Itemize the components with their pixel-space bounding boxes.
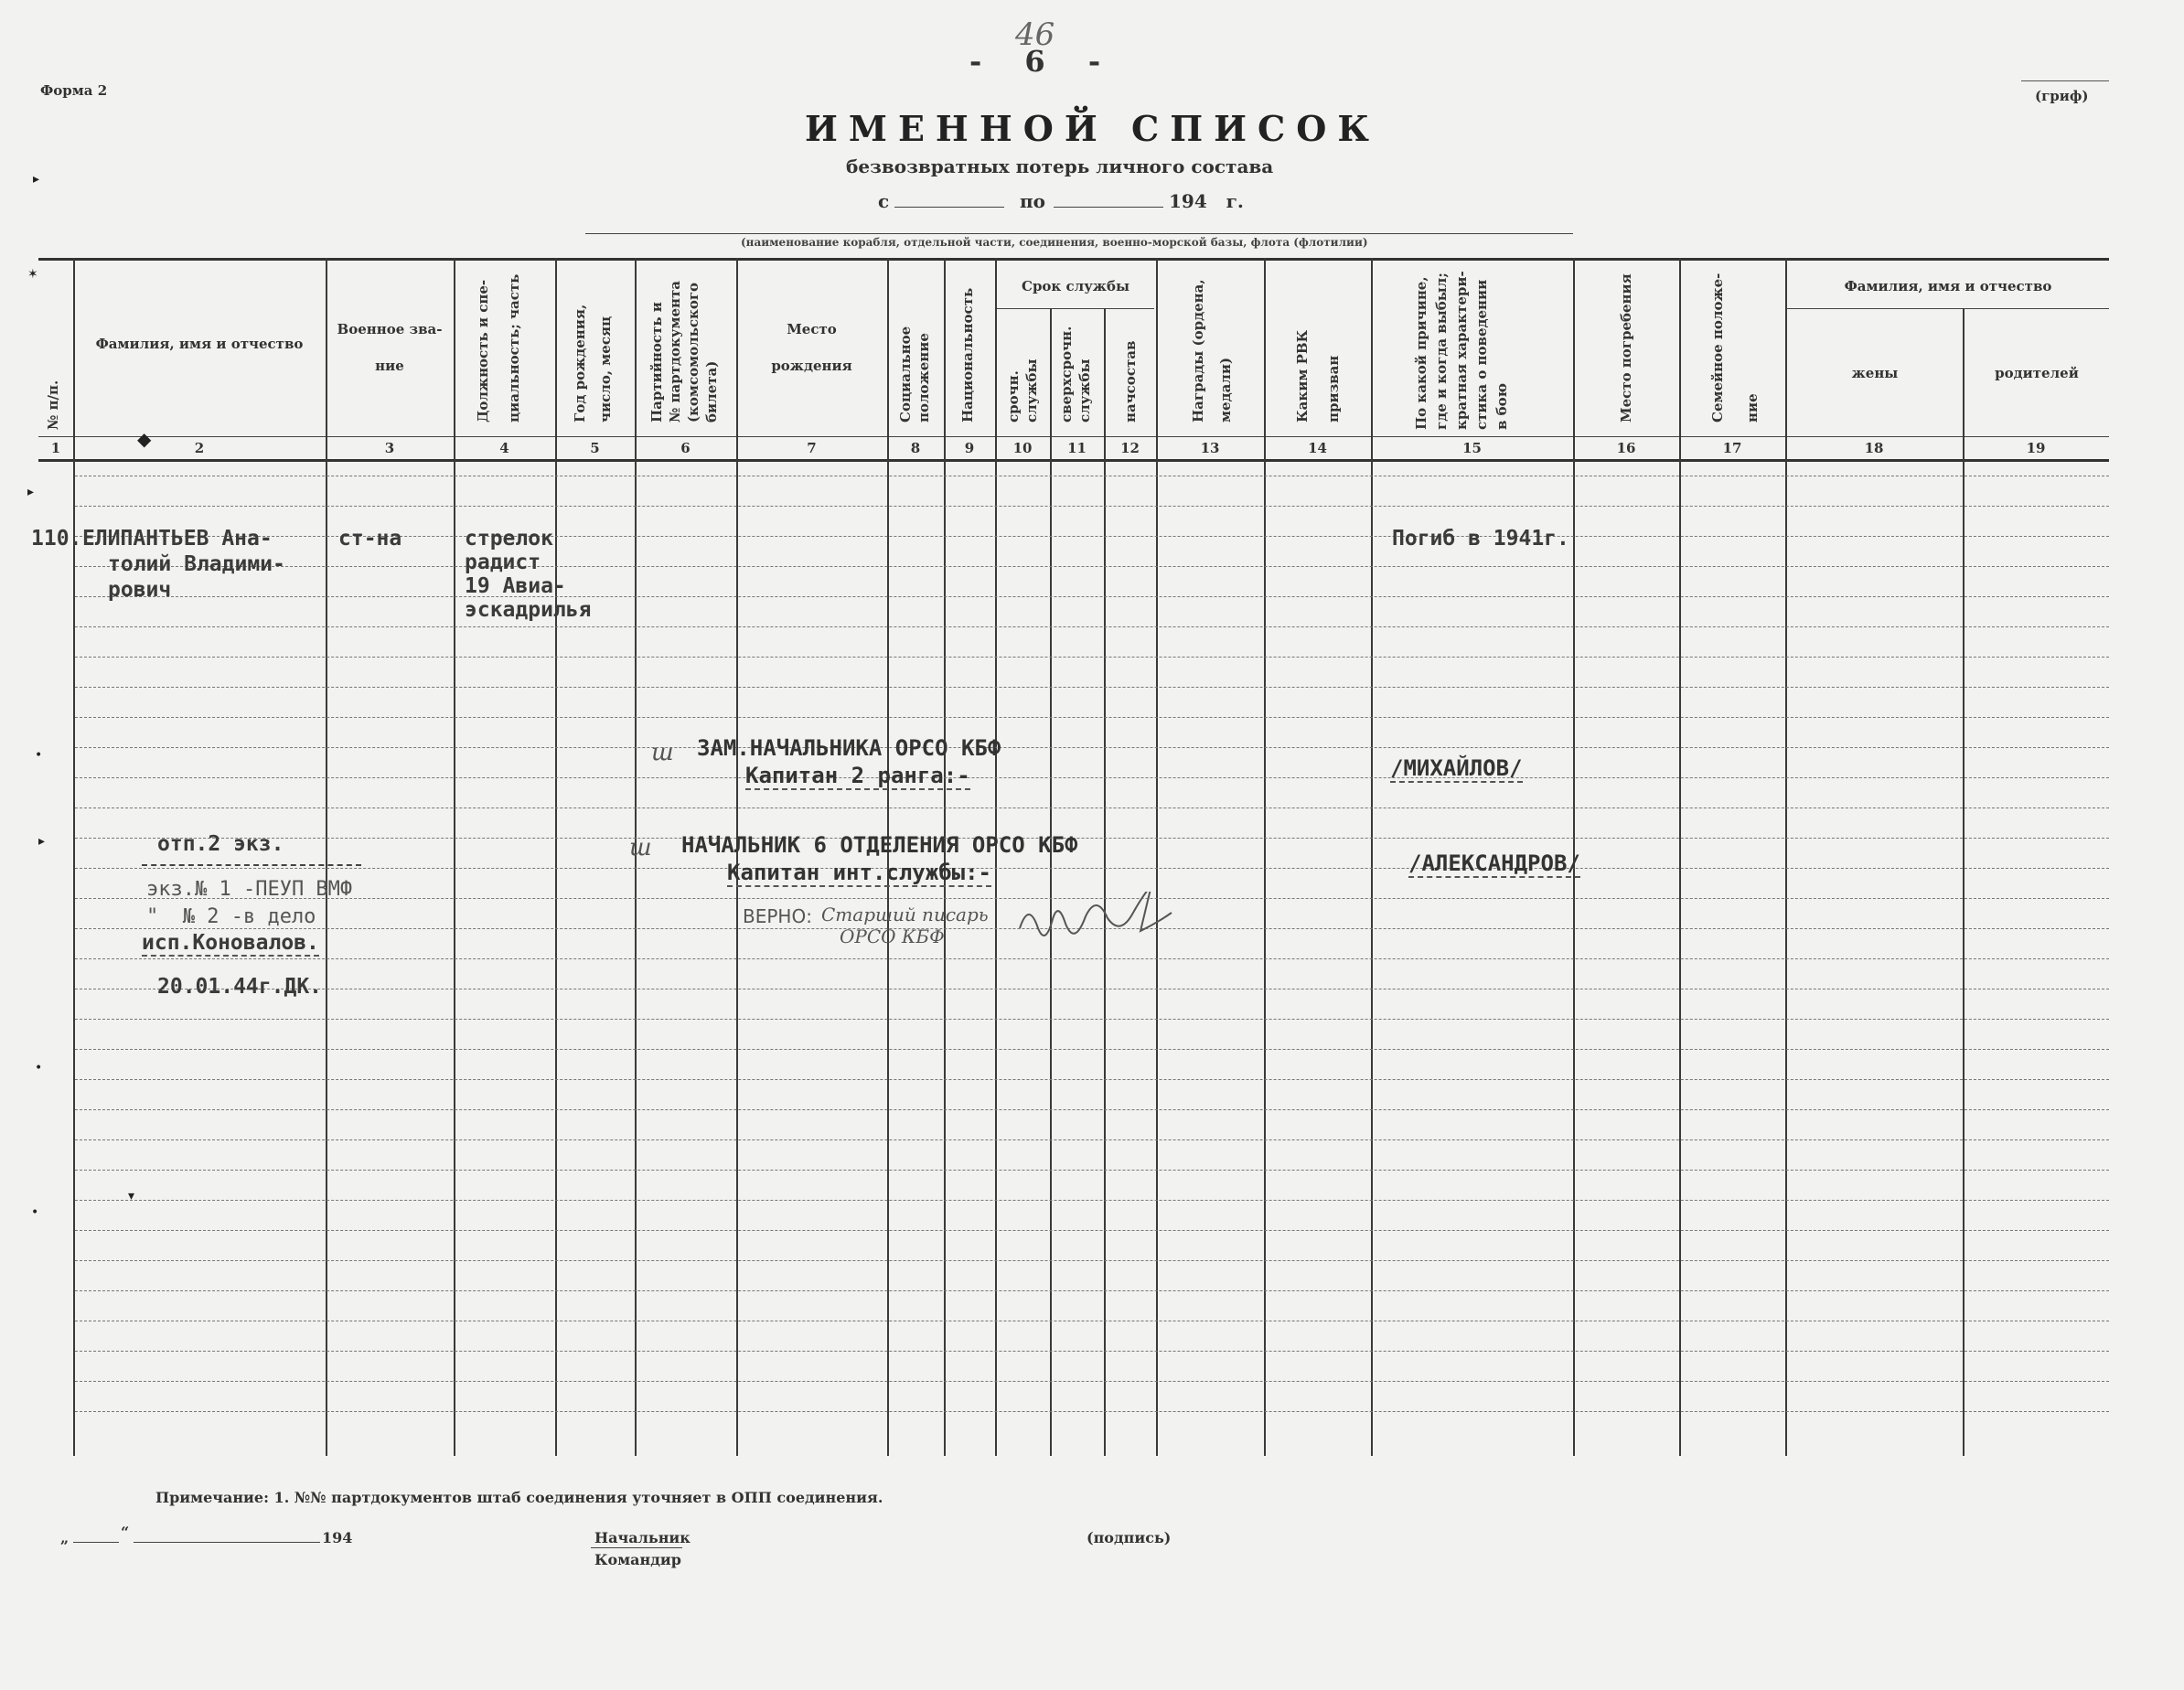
col-header-5a: Год рождения, [572,304,588,422]
col-header-15c: кратная характери- [1453,271,1470,430]
col-header-11a: сверхсрочн. [1058,326,1075,422]
col-header-srok: Срок службы [1022,278,1129,294]
copies-executor: исп.Коновалов. [142,931,319,955]
copies-underline [142,864,361,866]
period-year: 194 г. [1169,190,1244,212]
row-rule [75,566,2109,567]
col-header-1: № п/п. [45,380,61,430]
col-header-19: родителей [1995,365,2079,381]
margin-mark: ✶ [27,267,38,282]
page-number-handwritten: 46 [1015,16,1055,53]
entry-rank: ст-на [338,527,402,551]
col-header-8b: положение [915,333,932,422]
page-number: - 6 - [969,44,1118,79]
table-top-border [38,258,2109,261]
copy-2: " № 2 -в дело [146,905,316,928]
col-sep [1679,258,1681,1456]
col-header-8a: Социальное [897,326,914,422]
col-sep [1963,308,1965,1456]
copies-date: 20.01.44г.ДК. [157,975,323,999]
col-header-10b: службы [1023,358,1040,422]
row-rule [75,868,2109,869]
col-number: 19 [2026,440,2046,456]
row-rule [75,626,2109,627]
col-header-17b: ние [1744,393,1761,422]
header-bottom-line [38,436,2109,437]
row-rule [75,1351,2109,1352]
row-rule [75,838,2109,839]
fio-group-line [1785,308,2109,309]
col-header-14a: Каким РВК [1294,329,1311,422]
col-header-14b: призван [1325,355,1342,422]
col-sep [1156,258,1158,1456]
col-header-6c: (комсомольского [685,282,701,422]
col-header-9: Национальность [959,287,976,422]
row-rule [75,1230,2109,1231]
col-header-16: Место погребения [1618,273,1634,422]
entry-position-line1: стрелок [465,527,553,551]
col-header-15b: где и когда выбыл; [1433,273,1450,430]
col-sep [73,258,75,1456]
numbers-bottom-border [38,459,2109,462]
col-header-6a: Партийность и [648,302,665,422]
signature-scribble-2: ш [629,834,652,861]
col-header-15d: стика о поведении [1473,279,1490,430]
col-number: 15 [1462,440,1482,456]
col-number: 14 [1308,440,1327,456]
row-rule [75,1139,2109,1140]
col-number: 5 [590,440,600,456]
row-rule [75,1290,2109,1291]
row-rule [75,747,2109,748]
row-rule [75,1411,2109,1412]
stamp-deputy-title: ЗАМ.НАЧАЛЬНИКА ОРСО КБФ [697,735,1001,761]
col-number: 12 [1120,440,1140,456]
col-header-15e: в бою [1493,382,1510,430]
margin-mark: ▸ [27,485,35,499]
chief-label: Начальник [594,1529,691,1546]
col-number: 9 [964,440,975,456]
col-number: 8 [910,440,921,456]
row-rule [75,1381,2109,1382]
signature-scribble-1: ш [651,739,674,766]
col-sep [1050,308,1052,1456]
row-rule [75,1079,2109,1080]
period-to-line [1054,207,1163,208]
row-rule [75,777,2109,778]
grif-line [2021,80,2109,81]
verno-clerk-unit: ОРСО КБФ [840,925,945,947]
col-header-15a: По какой причине, [1413,276,1429,430]
col-number: 17 [1722,440,1742,456]
col-header-13a: Награды (ордена, [1190,279,1206,422]
col-header-5b: число, месяц [597,316,614,422]
col-header-4a: Должность и спе- [475,279,491,422]
unit-caption: (наименование корабля, отдельной части, соединения, военно-морской базы, флота (флотилии) [741,236,1368,249]
col-header-7: Место рождения [771,321,852,374]
period-to-label: по [1020,190,1045,212]
entry-reason: Погиб в 1941г. [1392,527,1569,551]
commander-label: Командир [594,1551,681,1568]
handwritten-signature [1015,892,1207,956]
row-rule [75,506,2109,507]
copy-1: экз.№ 1 -ПЕУП ВМФ [146,878,353,901]
col-header-2: Фамилия, имя и отчество [95,336,304,352]
verno-label: ВЕРНО: [743,905,812,927]
col-header-6b: № партдокумента [667,280,683,422]
row-rule [75,1019,2109,1020]
col-number: 7 [807,440,817,456]
grif-label: (гриф) [2035,88,2089,104]
copies-count: отп.2 экз. [157,832,284,856]
entry-position-line2: радист [465,551,541,574]
stamp-deputy-rank: Капитан 2 ранга:- [745,763,970,788]
entry-number: 110. [31,527,82,551]
period-from-label: с [878,190,890,212]
row-rule [75,717,2109,718]
entry-name-line3: рович [108,578,172,602]
col-sep [555,258,557,1456]
col-header-4b: циальность; часть [506,273,522,422]
row-rule [75,657,2109,658]
unit-line [585,233,1573,234]
col-number: 2 [194,440,205,456]
date-day-line [73,1542,119,1543]
col-header-12: начсостав [1122,340,1139,422]
margin-mark: • [35,1061,43,1075]
col-sep [326,258,327,1456]
row-rule [75,596,2109,597]
margin-mark: ▸ [38,834,46,849]
row-rule [75,687,2109,688]
margin-mark: ▾ [128,1189,135,1203]
col-header-11b: службы [1076,358,1093,422]
date-year: 194 [322,1529,353,1546]
col-number: 3 [384,440,395,456]
stamp-chief-title: НАЧАЛЬНИК 6 ОТДЕЛЕНИЯ ОРСО КБФ [681,832,1078,858]
entry-position-line4: эскадрилья [465,598,592,622]
footer-note: Примечание: 1. №№ партдокументов штаб соединения уточняет в ОПП соединения. [155,1489,883,1506]
document-subtitle: безвозвратных потерь личного состава [846,155,1274,177]
stamp-chief-name: /АЛЕКСАНДРОВ/ [1408,850,1580,876]
col-sep [1104,308,1106,1456]
col-header-3: Военное зва- ние [337,321,443,374]
margin-mark: ▸ [33,172,40,187]
signature-label: (подпись) [1087,1529,1172,1546]
margin-mark: • [35,748,43,763]
verno-clerk-title: Старший писарь [821,904,989,925]
stamp-chief-rank: Капитан инт.службы:- [727,860,991,885]
date-quote-close: “ [121,1524,130,1541]
margin-mark: ◆ [137,428,152,450]
col-number: 16 [1616,440,1636,456]
document-title: ИМЕННОЙ СПИСОК [805,108,1380,149]
period-from-line [894,207,1004,208]
srok-group-line [995,308,1154,309]
row-rule [75,1170,2109,1171]
entry-name-line1: ЕЛИПАНТЬЕВ Ана- [82,527,273,551]
col-header-13b: медали) [1217,357,1234,422]
col-sep [454,258,455,1456]
col-sep [1785,258,1787,1456]
col-number: 4 [499,440,509,456]
row-rule [75,1200,2109,1201]
col-header-18: жены [1851,365,1899,381]
entry-name-line2: толий Владими- [108,552,285,576]
col-sep [1264,258,1266,1456]
row-rule [75,1260,2109,1261]
col-number: 10 [1012,440,1033,456]
col-number: 13 [1200,440,1220,456]
col-header-6d: билета) [703,360,720,422]
col-header-10a: срочн. [1005,370,1022,422]
form-label: Форма 2 [40,82,108,99]
col-number: 1 [50,440,61,456]
row-rule [75,1049,2109,1050]
margin-mark: • [31,1205,39,1220]
date-quote-open: „ [60,1529,70,1546]
col-header-17a: Семейное положе- [1709,273,1726,422]
col-sep [1371,258,1373,1456]
stamp-deputy-name: /МИХАЙЛОВ/ [1390,755,1523,781]
col-number: 18 [1864,440,1884,456]
col-header-fio-group: Фамилия, имя и отчество [1844,278,2052,294]
row-rule [75,958,2109,959]
entry-position-line3: 19 Авиа- [465,574,566,598]
row-rule [75,1109,2109,1110]
col-number: 6 [680,440,691,456]
col-number: 11 [1067,440,1087,456]
date-month-line [134,1542,320,1543]
chief-commander-line [591,1547,682,1548]
